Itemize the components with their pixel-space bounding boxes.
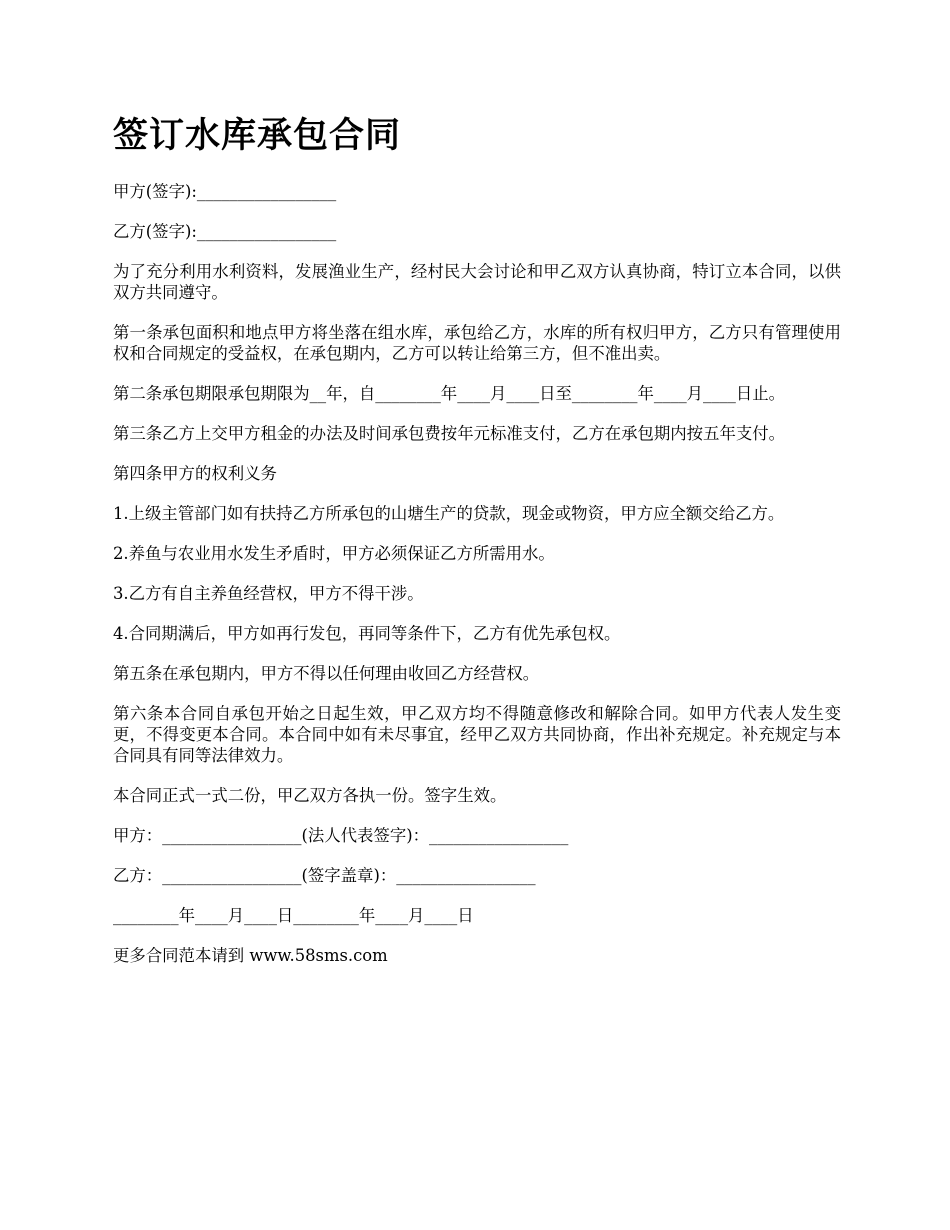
- party-b-sign-block: 乙方：_________________(签字盖章)：_________________: [113, 866, 536, 885]
- date-line: ________年____月____日________年____月____日: [113, 906, 474, 925]
- article-1-paragraph: 第一条承包面积和地点甲方将坐落在组水库，承包给乙方，水库的所有权归甲方，乙方只有管理使用权和合同规定的受益权，在承包期内，乙方可以转让给第三方，但不准出卖。: [113, 323, 841, 363]
- article-4-heading: 第四条甲方的权利义务: [113, 464, 277, 483]
- party-a-signature-line: 甲方(签字):_________________: [113, 182, 337, 201]
- article-4-item-1: 1.上级主管部门如有扶持乙方所承包的山塘生产的贷款，现金或物资，甲方应全额交给乙方。: [113, 504, 785, 523]
- party-b-signature-line: 乙方(签字):_________________: [113, 222, 337, 241]
- preamble-paragraph: 为了充分利用水利资料，发展渔业生产，经村民大会讨论和甲乙双方认真协商，特订立本合同，以供双方共同遵守。: [113, 262, 841, 302]
- article-6-paragraph: 第六条本合同自承包开始之日起生效，甲乙双方均不得随意修改和解除合同。如甲方代表人发生变更，不得变更本合同。本合同中如有未尽事宜，经甲乙双方共同协商，作出补充规定。补充规定与本合同具有同等法律效力。: [113, 704, 841, 765]
- article-3-paragraph: 第三条乙方上交甲方租金的办法及时间承包费按年元标准支付，乙方在承包期内按五年支付。: [113, 424, 786, 443]
- document-page: [113, 112, 841, 985]
- article-4-item-4: 4.合同期满后，甲方如再行发包，再同等条件下，乙方有优先承包权。: [113, 624, 621, 643]
- article-5-paragraph: 第五条在承包期内，甲方不得以任何理由收回乙方经营权。: [113, 664, 540, 683]
- copies-paragraph: 本合同正式一式二份，甲乙双方各执一份。签字生效。: [113, 786, 507, 805]
- article-4-item-2: 2.养鱼与农业用水发生矛盾时，甲方必须保证乙方所需用水。: [113, 544, 555, 563]
- document-title: 签订水库承包合同: [113, 116, 402, 156]
- party-a-sign-block: 甲方：_________________(法人代表签字)：_________________: [113, 826, 569, 845]
- footer-link-text: 更多合同范本请到 www.58sms.com: [113, 946, 388, 965]
- article-2-paragraph: 第二条承包期限承包期限为__年，自________年____月____日至________年____月____日止。: [113, 384, 786, 403]
- article-4-item-3: 3.乙方有自主养鱼经营权，甲方不得干涉。: [113, 584, 424, 603]
